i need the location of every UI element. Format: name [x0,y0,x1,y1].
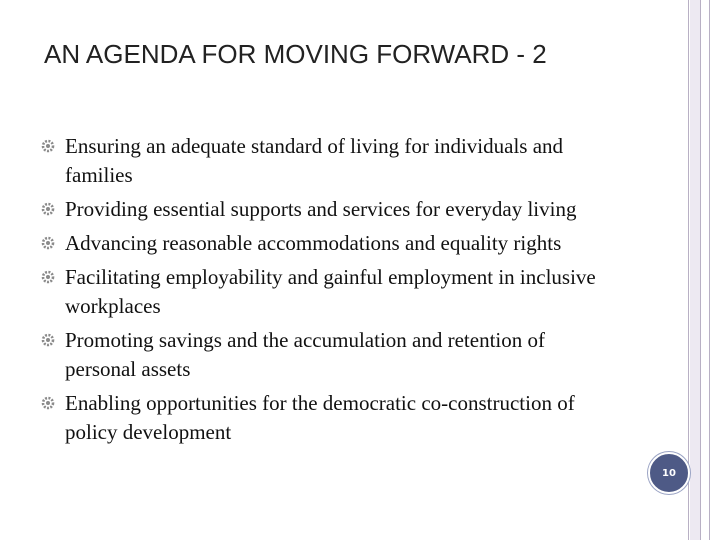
bullet-text: Providing essential supports and services for everyday living [65,197,577,221]
bullet-text: Facilitating employability and gainful employment in inclusive workplaces [65,265,596,318]
bullet-item [40,326,620,384]
bullet-text: Ensuring an adequate standard of living for individuals and families [65,134,564,187]
gear-icon [40,138,56,154]
bullet-text: Promoting savings and the accumulation and retention of personal assets [65,328,545,381]
gear-icon [40,235,56,251]
gear-icon [40,269,56,285]
gear-icon [40,332,56,348]
bullet-item [40,229,620,258]
gear-icon [40,395,56,411]
right-rail-line [688,0,689,540]
right-decorative-band [690,0,700,540]
right-rail-line [709,0,710,540]
gear-icon [40,201,56,217]
bullet-list [40,132,620,452]
bullet-item [40,132,620,190]
slide-title: AN AGENDA FOR MOVING FORWARD - 2 [44,39,547,69]
bullet-item [40,389,620,447]
page-number-badge: 10 [648,452,690,494]
bullet-item [40,195,620,224]
right-rail-line [700,0,701,540]
bullet-text: Advancing reasonable accommodations and equality rights [65,231,562,255]
bullet-text: Enabling opportunities for the democratic co-construction of policy development [65,391,575,444]
bullet-item [40,263,620,321]
